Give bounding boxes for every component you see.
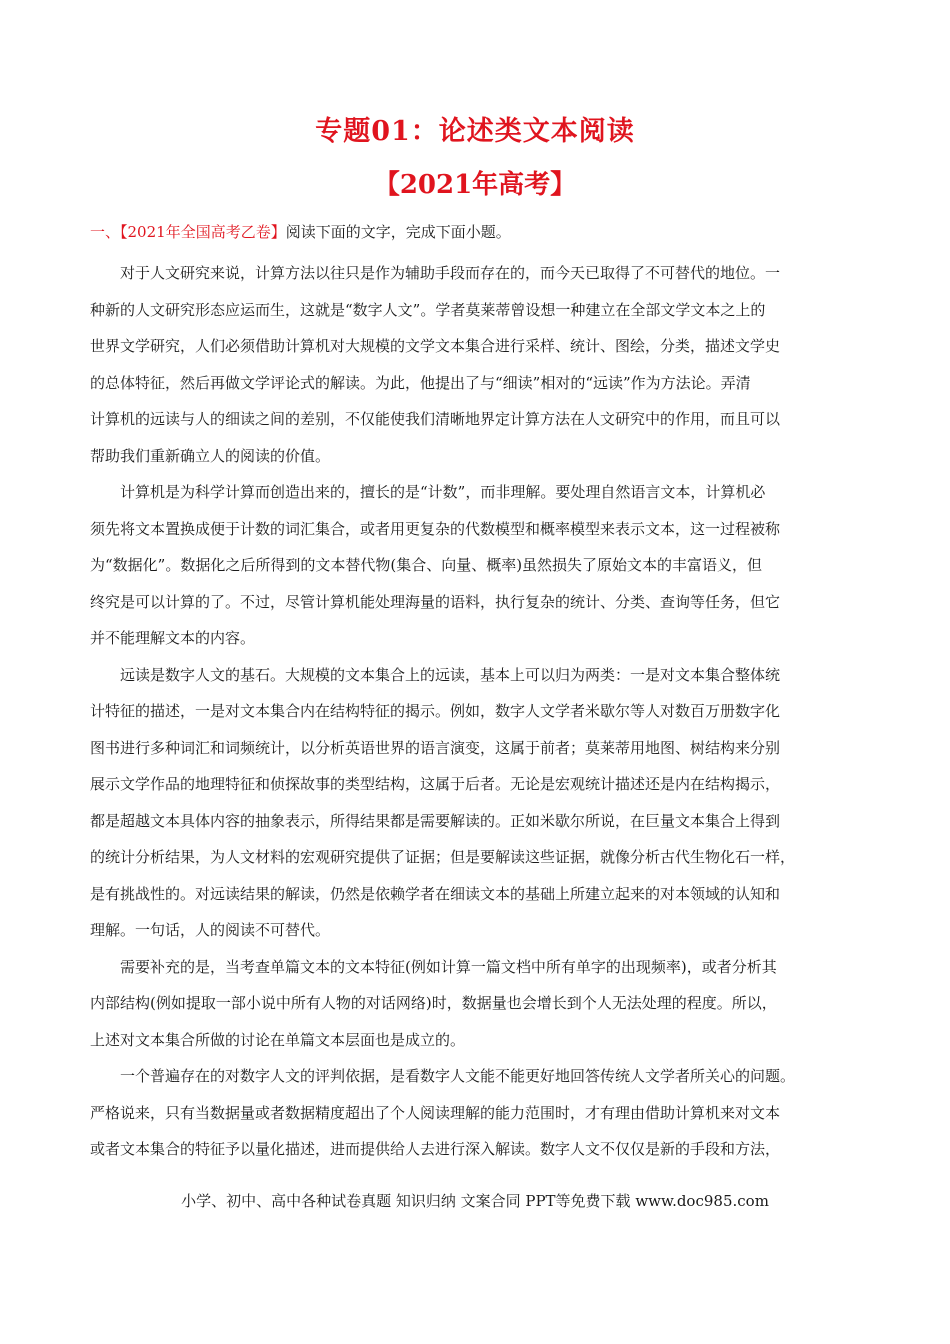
passage-line: 的统计分析结果，为人文材料的宏观研究提供了证据；但是要解读这些证据，就像分析古代生物化石一样， [90,848,796,866]
passage-line: 图书进行多种词汇和词频统计，以分析英语世界的语言演变，这属于前者；莫莱蒂用地图、树结构来分别 [90,738,781,757]
passage-line: 上述对文本集合所做的讨论在单篇文本层面也是成立的。 [90,1030,466,1049]
passage-line: 或者文本集合的特征予以量化描述，进而提供给人去进行深入解读。数字人文不仅仅是新的手段和方法， [90,1140,781,1158]
passage-line: 须先将文本置换成便于计数的词汇集合，或者用更复杂的代数模型和概率模型来表示文本，这一过程被称 [90,519,781,538]
page-footer: 小学、初中、高中各种试卷真题 知识归纳 文案合同 PPT等免费下载 www.doc985.com [181,1192,769,1210]
passage-line: 计算机是为科学计算而创造出来的，擅长的是“计数”，而非理解。要处理自然语言文本，计算机必 [120,483,766,501]
passage-line: 展示文学作品的地理特征和侦探故事的类型结构，这属于后者。无论是宏观统计描述还是内在结构揭示， [90,775,781,793]
passage-line: 严格说来，只有当数据量或者数据精度超出了个人阅读理解的能力范围时，才有理由借助计算机来对文本 [90,1103,781,1122]
passage-line: 的总体特征，然后再做文学评论式的解读。为此，他提出了与“细读”相对的“远读”作为方法论。弄清 [90,373,751,392]
passage-line: 世界文学研究，人们必须借助计算机对大规模的文学文本集合进行采样、统计、图绘，分类，描述文学史 [90,337,781,355]
passage-line: 并不能理解文本的内容。 [90,629,256,647]
passage-line: 帮助我们重新确立人的阅读的价值。 [90,446,331,465]
passage-line: 理解。一句话，人的阅读不可替代。 [90,921,331,939]
passage-line: 对于人文研究来说，计算方法以往只是作为辅助手段而存在的，而今天已取得了不可替代的地位。一 [120,264,781,282]
passage-body [90,255,860,1168]
passage-line: 内部结构(例如提取一部小说中所有人物的对话网络)时，数据量也会增长到个人无法处理的程度。所以， [90,994,777,1012]
question-source: 【2021年全国高考乙卷】 [120,223,286,241]
document-subtitle: 【2021年高考】 [373,170,577,200]
document-title: 专题01：论述类文本阅读 [315,116,635,147]
passage-line: 是有挑战性的。对远读结果的解读，仍然是依赖学者在细读文本的基础上所建立起来的对本领域的认知和 [90,884,781,903]
question-number: 一、 [90,223,121,241]
passage-line: 远读是数字人文的基石。大规模的文本集合上的远读，基本上可以归为两类：一是对文本集合整体统 [120,665,781,684]
passage-line: 一个普遍存在的对数字人文的评判依据，是看数字人文能不能更好地回答传统人文学者所关心的问题。 [120,1067,796,1085]
question-instruction: 阅读下面的文字，完成下面小题。 [285,223,511,241]
passage-line: 计特征的描述，一是对文本集合内在结构特征的揭示。例如，数字人文学者米歇尔等人对数百万册数字化 [90,702,781,720]
question-heading [90,219,870,245]
passage-line: 需要补充的是，当考查单篇文本的文本特征(例如计算一篇文档中所有单字的出现频率)，或者分析其 [120,957,777,976]
passage-line: 计算机的远读与人的细读之间的差别，不仅能使我们清晰地界定计算方法在人文研究中的作用，而且可以 [90,410,781,428]
passage-line: 都是超越文本具体内容的抽象表示，所得结果都是需要解读的。正如米歇尔所说，在巨量文本集合上得到 [90,811,781,830]
passage-line: 种新的人文研究形态应运而生，这就是“数字人文”。学者莫莱蒂曾设想一种建立在全部文学文本之上的 [90,300,766,319]
passage-line: 为“数据化”。数据化之后所得到的文本替代物(集合、向量、概率)虽然损失了原始文本的丰富语义，但 [90,556,763,574]
passage-line: 终究是可以计算的了。不过，尽管计算机能处理海量的语料，执行复杂的统计、分类、查询等任务，但它 [90,592,781,611]
